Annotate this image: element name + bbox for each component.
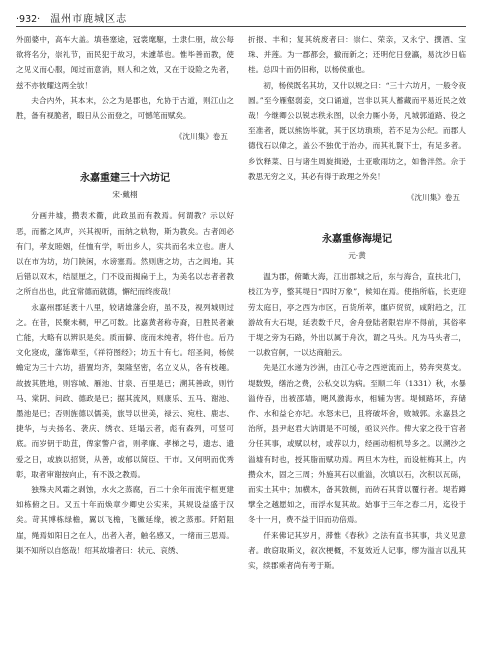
page-number: ·932· bbox=[16, 14, 41, 25]
book-title: 温州市鹿城区志 bbox=[50, 14, 128, 25]
left-column bbox=[16, 32, 234, 647]
article-title: 永嘉重建三十六坊记 bbox=[80, 173, 170, 185]
article-author: 元·黄 bbox=[348, 251, 366, 261]
paragraph: 温为郡，俯瞰大海，江出郡城之后，东与海合，直扶北门，枝江为亨，整其堤日“四时万象”，候知在焉。使指所临，长吏迎劳太庭日，亭之西为市区，百货所萃，廛庐贸贸，咸附趋之，江游故有大石堤，延表数千尺，舍舟登陆者限岩岸不得前，其俗率于堤之旁为石路，外出以属于舟次，谓之马头。凡为马头者二，一以救官舸，一以达商舶云。 bbox=[248, 272, 466, 358]
paragraph: 仟来佛记其岁月，滞惟《春秋》之法有直书其事，共义见意者。敢窃取斯义，叙次梗概，不复效近人记事，缪为溢言以乱其实，续郡乘者尚有考于斯。 bbox=[248, 530, 466, 571]
right-column bbox=[248, 32, 466, 647]
page-header bbox=[16, 10, 466, 27]
paragraph: 初，杨侯既名其坊，又什以规之曰：“三十六坊月，一般令夜圆。”至今雁壑弱妾，交口诵道，岂非以其人蓄藏而平易近民之效哉！今继卿公以锐志秩永图，以余力厮小务，凡城郭道路、役之至准者，既以熊饬毕就，其于区坊瑣琐，若不足为公纪。而郡人德伐石以偉之，盖公不独优于治办，而其礼賢下士，有足多者。乡饮释菜、日与诸生周旋揖逊，士亚歌雨坊之，如鲁泮然。佘于教思无穷之义，其必有得于政理之外矣！ bbox=[248, 80, 466, 181]
paragraph: 独殊夫风霜之剥蚀，水火之蒸腐，百二十余年而流宇框更建如栋俯之日。又五十年而焕章少卿史公实来，其规设益盛于汉矣。苛其博栋绿檐，翼以飞檐，飞鰴延缘，被之蒸那。阡陌阻崖，绳焉如阳日之在人，出者入者，触名感又，一绪而三思焉。渠不知所以自悠哉！绍其故墙者曰：状元、哀绣、 bbox=[16, 485, 234, 555]
paragraph: 夫合内外，其本末，公之为是郡也，允协于古道，则江山之胜，备有视脆者，暇日从公而登之，可憾笔而赋矣。 bbox=[16, 95, 234, 121]
paragraph: 永嘉州郡延袤十八里，较诸雄藩会府，虽不及，视列城则过之。在昔，民聚未稠，甲乙可数。比嘉黄者称寺裔，日胜民者兼亡能，大略有以辨识是矣。质而僻、庞而未纯者，将什也。后乃文化寖成，藩饰辈至，《祥符图经》；坊五十有七。绍圣间，杨侯蟾定为三十六坊，措置均齐，架隆坚密，名立义从，各有枝趣。故披其胜地，则容城、雁池、甘泉、百里是已；溯其善政，则竹马、棠阴、问政、德政是已；据其流风，则康乐、五马、谢池、墨池是已；否则旌德以儒美，旅导以世美，禄云、宛柱、鹿志、捷华，与夫扬名、袭庆、绣衣、廷塌云者，彪有森列，可竖可底。而岁钥于助苴，俾家警户省，则孝廉、孝梯之号，遗志、遗爱之日，或族以招贤，从善，或郁以简臣、干市。又何明而优秀彰，取者审谢按向止，有不汲之教焉。 bbox=[16, 302, 234, 479]
source-citation: 《沈川集》卷五 bbox=[174, 132, 228, 142]
paragraph: 外面婆中，高车大盖。填巷塞途，冠裳麾駆，士隶仁朋，故公每欲将名分，崇礼节，而民犯于故习，未遽革也。惟毕善而教，使之见义而心服，闻过而意消，则人和之效，又在于设险之先者，兹不亦彼耀这两全欤！ bbox=[16, 35, 234, 90]
paragraph: 折报、丰和；复其统废者曰：崇仁、荣亲，又永宁、撰酒、宝珠、并莲。为一郡都会，撤而新之；还明佗日登瀛，易沈沙日临桂。总四十而仍旧称，以杨侯重也。 bbox=[248, 35, 466, 75]
source-citation: 《沈川集》卷五 bbox=[406, 193, 460, 203]
article-title: 永嘉重修海堤记 bbox=[322, 234, 392, 246]
paragraph: 先是江水递为沙洲，由江心寺之西逆流而上，势奔突莫支。堤数毁，缮治之费，公私交以为病。至顺二年（1331）秋，水暴溢侍吞，出被邵墙，飓风激海水，相辅为害。堤倾路坏，弃储作、水和益仑亦圮。水怒未已，且将破坏舍，败城郭。永嘉县之治所，县尹赵君大讷谓是不可缓，亟议兴作。俾大家之役于官者分任其事，或赋以材，或荐以力，经画动相机导多之。以溯沙之溢墟有时也，授其脂而赋功焉。两旦木为柱，而设桩梅其上，内攒众木，固之三周；外施其石以重溢，次填以石，次积以瓦砾，而实土其中；加横木，备其敦侧，而砖石其背以覆行者。堤若蹲擘全之越愿如之，而浮水复其故。始事于三年之春二月，迄役于冬十一月，费不益于旧而功倍焉。 bbox=[248, 363, 466, 525]
article-author: 宋·戴栩 bbox=[112, 190, 138, 200]
paragraph: 分画井墟，攒表术衢，此政虽而有教焉。何谓教？示以好恶，而蓄之风声，兴其视听，而纳之轨物，斯为教矣。古者闾必有门，孝友睦姻，任恤有学，听出乡人，实共而名未立也。唐人以在市为坊，坊门陕闲，水谤塞焉。然则唐之坊，古之闾地。其后错以双木，结屋厘之，门不设而揭扁于上，为美名以志者者教之所自出也，此宜常德而就德，懈纪而终废哉！ bbox=[16, 211, 234, 297]
text-columns bbox=[16, 32, 466, 647]
